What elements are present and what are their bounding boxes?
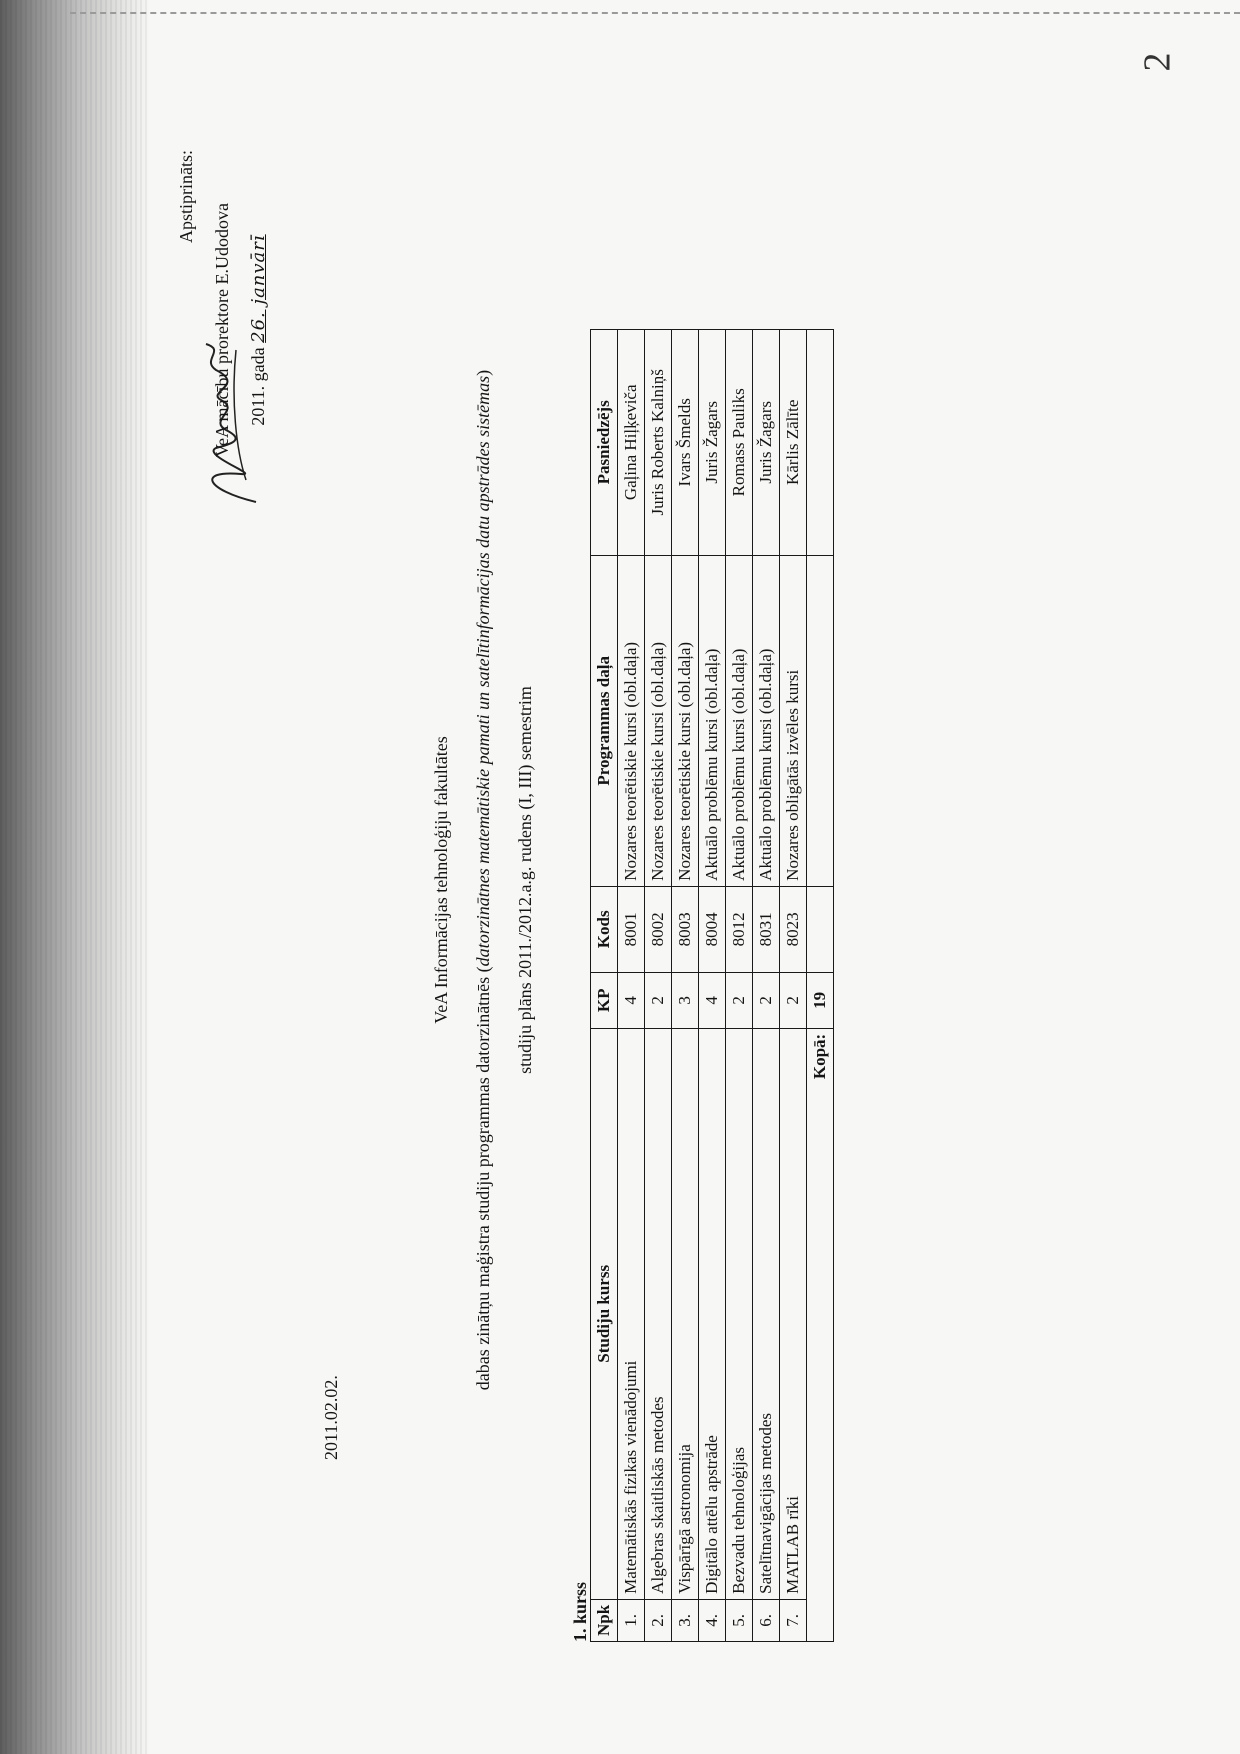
cell-program-part: Aktuālo problēmu kursi (obl.daļa) [726, 555, 753, 886]
total-empty-cell [807, 555, 834, 886]
cell-npk: 6. [753, 1599, 780, 1641]
cell-npk: 7. [780, 1599, 807, 1641]
column-header-code: Kods [591, 886, 618, 972]
cell-kp: 4 [699, 972, 726, 1028]
cell-program-part: Nozares teorētiskie kursi (obl.daļa) [618, 555, 645, 886]
approval-block [168, 100, 277, 560]
cell-lecturer: Juris Roberts Kalniņš [645, 329, 672, 555]
table-row [618, 329, 645, 1641]
cell-course: Satelītnavigācijas metodes [753, 1028, 780, 1599]
table-row [699, 329, 726, 1641]
cell-lecturer: Juris Žagars [699, 329, 726, 555]
cell-code: 8012 [726, 886, 753, 972]
study-plan-table [590, 329, 834, 1642]
table-row [780, 329, 807, 1641]
document-date: 2011.02.02. [321, 1375, 341, 1460]
cell-code: 8003 [672, 886, 699, 972]
total-kp: 19 [807, 972, 834, 1028]
cell-code: 8001 [618, 886, 645, 972]
cell-course: MATLAB rīki [780, 1028, 807, 1599]
column-header-npk: Npk [591, 1599, 618, 1641]
cell-program-part: Nozares teorētiskie kursi (obl.daļa) [645, 555, 672, 886]
cell-course: Algebras skaitliskās metodes [645, 1028, 672, 1599]
cell-program-part: Nozares teorētiskie kursi (obl.daļa) [672, 555, 699, 886]
cell-npk: 2. [645, 1599, 672, 1641]
cell-lecturer: Gaļina Hiļķeviča [618, 329, 645, 555]
cell-code: 8031 [753, 886, 780, 972]
scan-top-rule [70, 12, 1240, 14]
cell-code: 8004 [699, 886, 726, 972]
column-header-kp: KP [591, 972, 618, 1028]
plan-title: studiju plāns 2011./2012.a.g. rudens (I, III) semestrim [515, 686, 535, 1074]
table-row [672, 329, 699, 1641]
page-number-mark: 2 [1136, 52, 1179, 72]
cell-kp: 2 [726, 972, 753, 1028]
program-heading: dabas zinātņu maģistra studiju programmas datorzinātnēs (datorzinātnes matemātiskie pamati un satelītinformācijas datu apstrādes sistēmas) [473, 369, 493, 1391]
cell-code: 8002 [645, 886, 672, 972]
total-empty-cell [807, 886, 834, 972]
total-empty-cell [807, 329, 834, 555]
table-row [726, 329, 753, 1641]
cell-program-part: Aktuālo problēmu kursi (obl.daļa) [753, 555, 780, 886]
cell-course: Vispārīgā astronomija [672, 1028, 699, 1599]
cell-kp: 2 [753, 972, 780, 1028]
cell-npk: 3. [672, 1599, 699, 1641]
cell-npk: 1. [618, 1599, 645, 1641]
cell-program-part: Aktuālo problēmu kursi (obl.daļa) [699, 555, 726, 886]
total-label: Kopā: [807, 1028, 834, 1641]
approval-date-handwritten: 26. janvārī [248, 234, 269, 343]
cell-course: Digitālo attēlu apstrāde [699, 1028, 726, 1599]
cell-npk: 5. [726, 1599, 753, 1641]
cell-kp: 3 [672, 972, 699, 1028]
cell-kp: 2 [645, 972, 672, 1028]
cell-code: 8023 [780, 886, 807, 972]
table-row [645, 329, 672, 1641]
faculty-heading: VeA Informācijas tehnoloģiju fakultātes [431, 736, 451, 1024]
cell-lecturer: Romass Pauliks [726, 329, 753, 555]
approval-label: Apstiprināts: [176, 150, 196, 243]
table-total-row [807, 329, 834, 1641]
cell-kp: 4 [618, 972, 645, 1028]
column-header-program-part: Programmas daļa [591, 555, 618, 886]
course-year-label: 1. kurss [570, 1581, 590, 1642]
cell-lecturer: Kārlis Zālīte [780, 329, 807, 555]
cell-npk: 4. [699, 1599, 726, 1641]
cell-course: Matemātiskās fizikas vienādojumi [618, 1028, 645, 1599]
column-header-lecturer: Pasniedzējs [591, 329, 618, 555]
approval-title: VeA mācību prorektore E.Udodova [212, 203, 232, 457]
rotated-document-page [18, 60, 1118, 1700]
cell-lecturer: Ivars Šmelds [672, 329, 699, 555]
cell-kp: 2 [780, 972, 807, 1028]
table-row [753, 329, 780, 1641]
cell-course: Bezvadu tehnoloģijas [726, 1028, 753, 1599]
column-header-course: Studiju kurss [591, 1028, 618, 1599]
table-header-row [591, 329, 618, 1641]
cell-program-part: Nozares obligātās izvēles kursi [780, 555, 807, 886]
cell-lecturer: Juris Žagars [753, 329, 780, 555]
approval-date: 2011. gada 26. janvārī [248, 234, 269, 426]
